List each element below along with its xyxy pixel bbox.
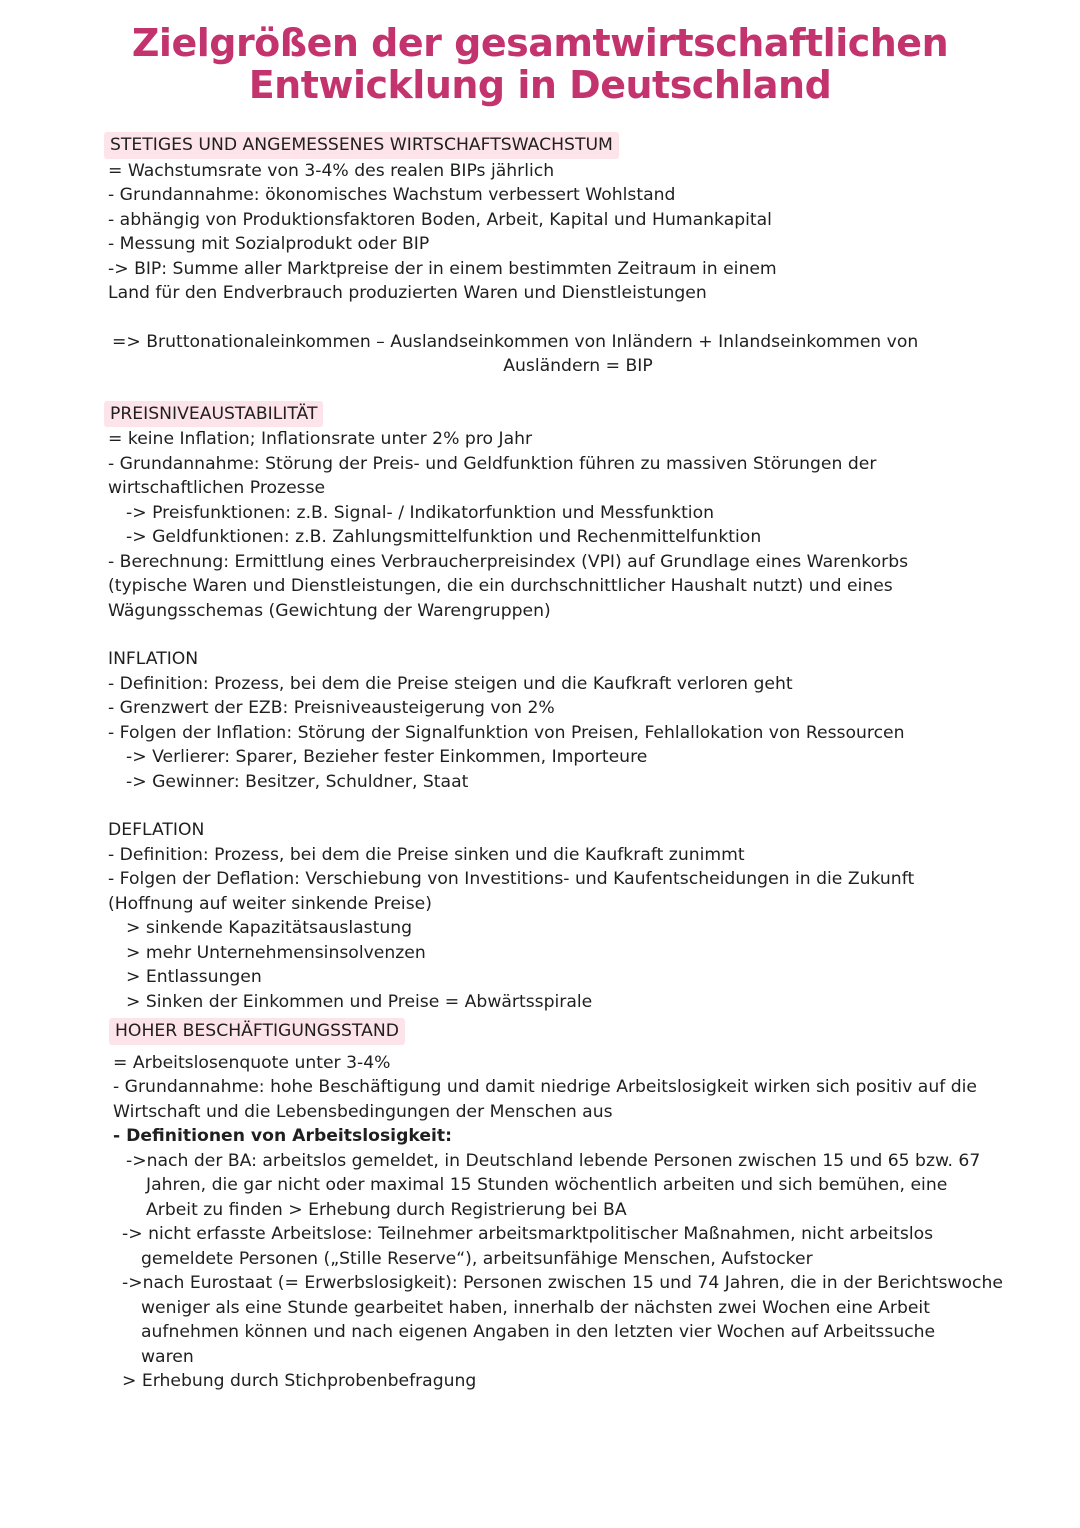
text-line: gemeldete Personen („Stille Reserve“), arbeitsunfähige Menschen, Aufstocker — [141, 1248, 813, 1269]
section-beschaeftigungsstand — [108, 1018, 1048, 1394]
text-line: Wägungsschemas (Gewichtung der Warengruppen) — [108, 600, 551, 621]
text-line: - Definition: Prozess, bei dem die Preise steigen und die Kaufkraft verloren geht — [108, 673, 793, 694]
text-line: aufnehmen können und nach eigenen Angaben in den letzten vier Wochen auf Arbeitssuche — [141, 1322, 936, 1342]
text-line: > Sinken der Einkommen und Preise = Abwärtsspirale — [126, 991, 593, 1012]
text-line: -> Preisfunktionen: z.B. Signal- / Indikatorfunktion und Messfunktion — [126, 502, 714, 523]
page-title-line-2: Entwicklung in Deutschland — [248, 63, 832, 107]
section-heading: DEFLATION — [108, 820, 205, 840]
page-title — [0, 22, 1080, 106]
document-body — [108, 132, 1048, 1394]
text-line: -> Verlierer: Sparer, Bezieher fester Einkommen, Importeure — [126, 747, 648, 767]
text-line: - Grundannahme: Störung der Preis- und Geldfunktion führen zu massiven Störungen der — [108, 453, 877, 474]
text-line: - Berechnung: Ermittlung eines Verbraucherpreisindex (VPI) auf Grundlage eines Warenkorbs — [108, 551, 909, 572]
section-preisniveaustabilitaet — [108, 401, 1048, 624]
text-line: Land für den Endverbrauch produzierten Waren und Dienstleistungen — [108, 283, 707, 303]
text-line: - Grenzwert der EZB: Preisniveausteigerung von 2% — [108, 698, 555, 718]
text-line: - Folgen der Deflation: Verschiebung von Investitions- und Kaufentscheidungen in die Zukunft — [108, 869, 915, 889]
text-line: -> BIP: Summe aller Marktpreise der in einem bestimmten Zeitraum in einem — [108, 258, 777, 279]
text-line: - abhängig von Produktionsfaktoren Boden, Arbeit, Kapital und Humankapital — [108, 209, 772, 230]
page-title-line-1: Zielgrößen der gesamtwirtschaftlichen — [131, 21, 949, 65]
text-line: -> Geldfunktionen: z.B. Zahlungsmittelfunktion und Rechenmittelfunktion — [126, 527, 762, 547]
text-line: wirtschaftlichen Prozesse — [108, 478, 326, 498]
text-line: = Wachstumsrate von 3-4% des realen BIPs jährlich — [108, 160, 555, 181]
text-line: ->nach Eurostaat (= Erwerbslosigkeit): Personen zwischen 15 und 74 Jahren, die in der Berichtswoche — [122, 1273, 1003, 1293]
section-inflation — [108, 647, 1048, 794]
text-line: > Erhebung durch Stichprobenbefragung — [122, 1371, 477, 1391]
text-line: = Arbeitslosenquote unter 3-4% — [113, 1052, 391, 1073]
text-line: - Definitionen von Arbeitslosigkeit: — [113, 1126, 452, 1146]
text-line: Jahren, die gar nicht oder maximal 15 Stunden wöchentlich arbeiten und sich bemühen, eine — [146, 1175, 948, 1195]
text-line: > sinkende Kapazitätsauslastung — [126, 918, 413, 938]
formula-line: Ausländern = BIP — [503, 356, 653, 376]
text-line: (Hoffnung auf weiter sinkende Preise) — [108, 893, 432, 914]
text-line: Wirtschaft und die Lebensbedingungen der Menschen aus — [113, 1101, 613, 1122]
text-line: - Grundannahme: ökonomisches Wachstum verbessert Wohlstand — [108, 185, 676, 205]
section-heading: STETIGES UND ANGEMESSENES WIRTSCHAFTSWACHSTUM — [104, 132, 619, 159]
section-wirtschaftswachstum — [108, 132, 1048, 379]
text-line: > mehr Unternehmensinsolvenzen — [126, 942, 426, 963]
text-line: > Entlassungen — [126, 967, 262, 987]
text-line: ->nach der BA: arbeitslos gemeldet, in Deutschland lebende Personen zwischen 15 und 65 bzw. 67 — [126, 1150, 981, 1171]
text-line: - Definition: Prozess, bei dem die Preise sinken und die Kaufkraft zunimmt — [108, 844, 745, 865]
text-line: Arbeit zu finden > Erhebung durch Registrierung bei BA — [146, 1199, 627, 1220]
formula-line: => Bruttonationaleinkommen – Auslandseinkommen von Inländern + Inlandseinkommen von — [112, 331, 919, 352]
text-line: = keine Inflation; Inflationsrate unter 2% pro Jahr — [108, 429, 533, 449]
text-line: - Grundannahme: hohe Beschäftigung und damit niedrige Arbeitslosigkeit wirken sich positiv auf die — [113, 1077, 978, 1097]
text-line: - Messung mit Sozialprodukt oder BIP — [108, 234, 430, 254]
section-heading: HOHER BESCHÄFTIGUNGSSTAND — [109, 1018, 405, 1045]
section-heading: INFLATION — [108, 649, 199, 669]
text-line: (typische Waren und Dienstleistungen, die ein durchschnittlicher Haushalt nutzt) und eines — [108, 576, 893, 596]
text-line: weniger als eine Stunde gearbeitet haben, innerhalb der nächsten zwei Wochen eine Arbeit — [141, 1297, 930, 1318]
text-line: -> nicht erfasste Arbeitslose: Teilnehmer arbeitsmarktpolitischer Maßnahmen, nicht arbeitslos — [122, 1224, 934, 1244]
text-line: -> Gewinner: Besitzer, Schuldner, Staat — [126, 771, 469, 792]
section-heading: PREISNIVEAUSTABILITÄT — [104, 401, 323, 428]
text-line: waren — [141, 1346, 194, 1367]
text-line: - Folgen der Inflation: Störung der Signalfunktion von Preisen, Fehlallokation von Ressourcen — [108, 722, 905, 743]
section-deflation — [108, 818, 1048, 1014]
